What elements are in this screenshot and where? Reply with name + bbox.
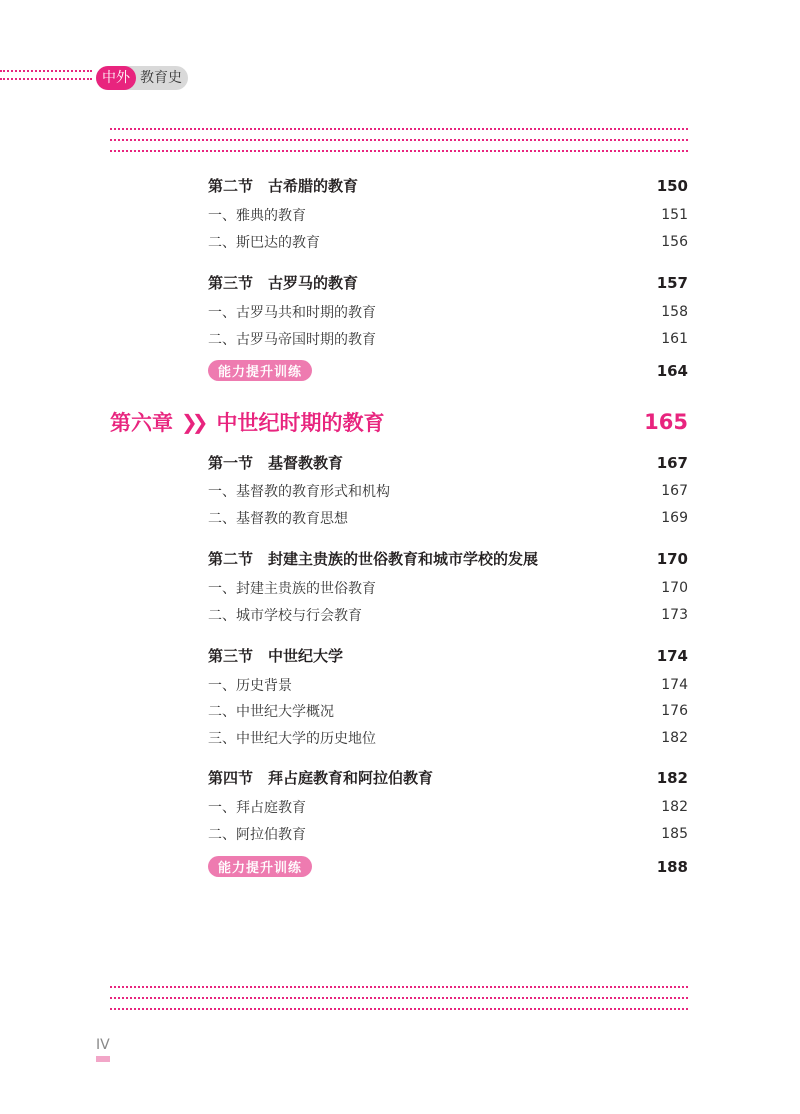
toc-drill[interactable] bbox=[208, 856, 688, 877]
section-page: 170 bbox=[656, 549, 688, 568]
item-page: 173 bbox=[661, 607, 688, 623]
top-dotted-rule bbox=[110, 139, 688, 141]
chapter-page: 165 bbox=[644, 410, 688, 434]
item-page: 170 bbox=[661, 580, 688, 596]
section-title: 第四节 拜占庭教育和阿拉伯教育 bbox=[208, 769, 434, 787]
toc-item[interactable] bbox=[208, 302, 688, 322]
item-title: 一、古罗马共和时期的教育 bbox=[208, 305, 376, 321]
toc-item[interactable] bbox=[208, 728, 688, 748]
toc-section[interactable] bbox=[208, 175, 688, 196]
item-title: 一、封建主贵族的世俗教育 bbox=[208, 581, 376, 597]
toc-item[interactable] bbox=[208, 824, 688, 844]
item-page: 176 bbox=[661, 703, 688, 719]
section-title: 第三节 中世纪大学 bbox=[208, 647, 344, 665]
toc-section[interactable] bbox=[208, 272, 688, 293]
toc-item[interactable] bbox=[208, 329, 688, 349]
section-title: 第一节 基督教教育 bbox=[208, 454, 344, 472]
toc-item[interactable] bbox=[208, 578, 688, 598]
toc-chapter[interactable] bbox=[110, 407, 688, 437]
header-dotted-rule bbox=[0, 78, 92, 80]
folio-bar bbox=[96, 1056, 110, 1062]
drill-badge: 能力提升训练 bbox=[208, 856, 312, 877]
item-title: 二、斯巴达的教育 bbox=[208, 235, 320, 251]
toc-section[interactable] bbox=[208, 452, 688, 473]
section-title: 第二节 封建主贵族的世俗教育和城市学校的发展 bbox=[208, 550, 539, 568]
item-page: 174 bbox=[661, 677, 688, 693]
item-page: 167 bbox=[661, 483, 688, 499]
bottom-dotted-rule bbox=[110, 986, 688, 988]
section-page: 157 bbox=[656, 273, 688, 292]
item-title: 一、雅典的教育 bbox=[208, 208, 306, 224]
chapter-label: 第六章 bbox=[110, 411, 173, 435]
toc-item[interactable] bbox=[208, 508, 688, 528]
toc-item[interactable] bbox=[208, 605, 688, 625]
section-page: 174 bbox=[656, 646, 688, 665]
bottom-dotted-rule bbox=[110, 1008, 688, 1010]
toc-item[interactable] bbox=[208, 701, 688, 721]
top-dotted-rule bbox=[110, 128, 688, 130]
item-title: 一、历史背景 bbox=[208, 678, 292, 694]
drill-badge: 能力提升训练 bbox=[208, 360, 312, 381]
header-dotted-rule bbox=[0, 70, 92, 72]
section-page: 182 bbox=[656, 768, 688, 787]
toc-item[interactable] bbox=[208, 232, 688, 252]
toc-item[interactable] bbox=[208, 797, 688, 817]
toc-section[interactable] bbox=[208, 645, 688, 666]
item-title: 一、基督教的教育形式和机构 bbox=[208, 484, 390, 500]
book-title-secondary: 教育史 bbox=[140, 70, 182, 86]
item-page: 182 bbox=[661, 799, 688, 815]
toc-item[interactable] bbox=[208, 205, 688, 225]
toc-drill[interactable] bbox=[208, 360, 688, 381]
item-title: 一、拜占庭教育 bbox=[208, 800, 306, 816]
chevron-double-right-icon: ❯❯ bbox=[181, 410, 203, 434]
book-title-primary: 中外 bbox=[96, 66, 136, 90]
section-page: 150 bbox=[656, 176, 688, 195]
drill-page: 164 bbox=[656, 361, 688, 380]
toc-item[interactable] bbox=[208, 481, 688, 501]
page-folio: IV bbox=[96, 1037, 110, 1053]
item-page: 185 bbox=[661, 826, 688, 842]
item-title: 二、基督教的教育思想 bbox=[208, 511, 348, 527]
toc-item[interactable] bbox=[208, 675, 688, 695]
item-title: 二、城市学校与行会教育 bbox=[208, 608, 362, 624]
drill-page: 188 bbox=[656, 857, 688, 876]
chapter-title: 中世纪时期的教育 bbox=[216, 411, 385, 435]
item-page: 156 bbox=[661, 234, 688, 250]
item-page: 158 bbox=[661, 304, 688, 320]
item-title: 二、阿拉伯教育 bbox=[208, 827, 306, 843]
toc-section[interactable] bbox=[208, 548, 688, 569]
section-page: 167 bbox=[656, 453, 688, 472]
item-title: 二、中世纪大学概况 bbox=[208, 704, 334, 720]
bottom-dotted-rule bbox=[110, 997, 688, 999]
top-dotted-rule bbox=[110, 150, 688, 152]
item-page: 151 bbox=[661, 207, 688, 223]
section-title: 第二节 古希腊的教育 bbox=[208, 177, 359, 195]
item-page: 161 bbox=[661, 331, 688, 347]
section-title: 第三节 古罗马的教育 bbox=[208, 274, 359, 292]
item-title: 二、古罗马帝国时期的教育 bbox=[208, 332, 376, 348]
toc-section[interactable] bbox=[208, 767, 688, 788]
item-title: 三、中世纪大学的历史地位 bbox=[208, 731, 376, 747]
item-page: 182 bbox=[661, 730, 688, 746]
item-page: 169 bbox=[661, 510, 688, 526]
